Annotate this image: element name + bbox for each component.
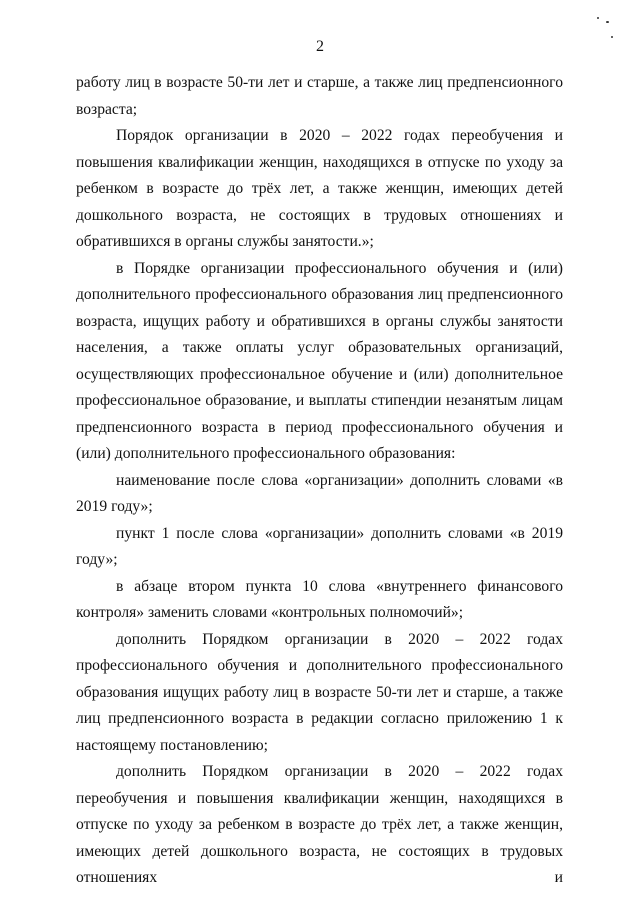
scan-speck [606,21,609,23]
paragraph: пункт 1 после слова «организации» дополнить словами «в 2019 году»; [76,524,563,568]
scan-speck [597,17,599,19]
paragraph-continuation: работу лиц в возрасте 50-ти лет и старше, а также лиц предпенсионного возраста; [76,74,563,118]
paragraph: в абзаце втором пункта 10 слова «внутреннего финансового контроля» заменить словами «контрольных полномочий»; [76,577,563,621]
body-text [76,70,563,892]
page-number: 2 [316,38,324,55]
paragraph: дополнить Порядком организации в 2020 – 2022 годах профессионального обучения и дополнительного профессионального образования ищущих работу лиц в возрасте 50-ти лет и старше, а также лиц предпенсионного возраста в редакции согласно приложению 1 к настоящему постановлению; [76,630,563,754]
paragraph: Порядок организации в 2020 – 2022 годах переобучения и повышения квалификации женщин, находящихся в отпуске по уходу за ребенком в возрасте до трёх лет, а также женщин, имеющих детей дошкольного возраста, не состоящих в трудовых отношениях и обратившихся в органы службы занятости.»; [76,127,563,250]
paragraph: в Порядке организации профессионального обучения и (или) дополнительного профессионального образования лиц предпенсионного возраста, ищущих работу и обратившихся в органы службы занятости населения, а также оплаты услуг образовательных организаций, осуществляющих профессиональное обучение и (или) дополнительное профессиональное образование, и выплаты стипендии незанятым лицам предпенсионного возраста в период профессионального обучения и (или) дополнительного профессионального образования: [76,259,563,462]
scan-speck [611,36,613,38]
paragraph: наименование после слова «организации» дополнить словами «в 2019 году»; [76,471,563,515]
paragraph-continues: дополнить Порядком организации в 2020 – 2022 годах переобучения и повышения квалификации женщин, находящихся в отпуске по уходу за ребенком в возрасте до трёх лет, а также женщин, имеющих детей дошкольного возраста, не состоящих в трудовых отношениях и [76,763,563,886]
